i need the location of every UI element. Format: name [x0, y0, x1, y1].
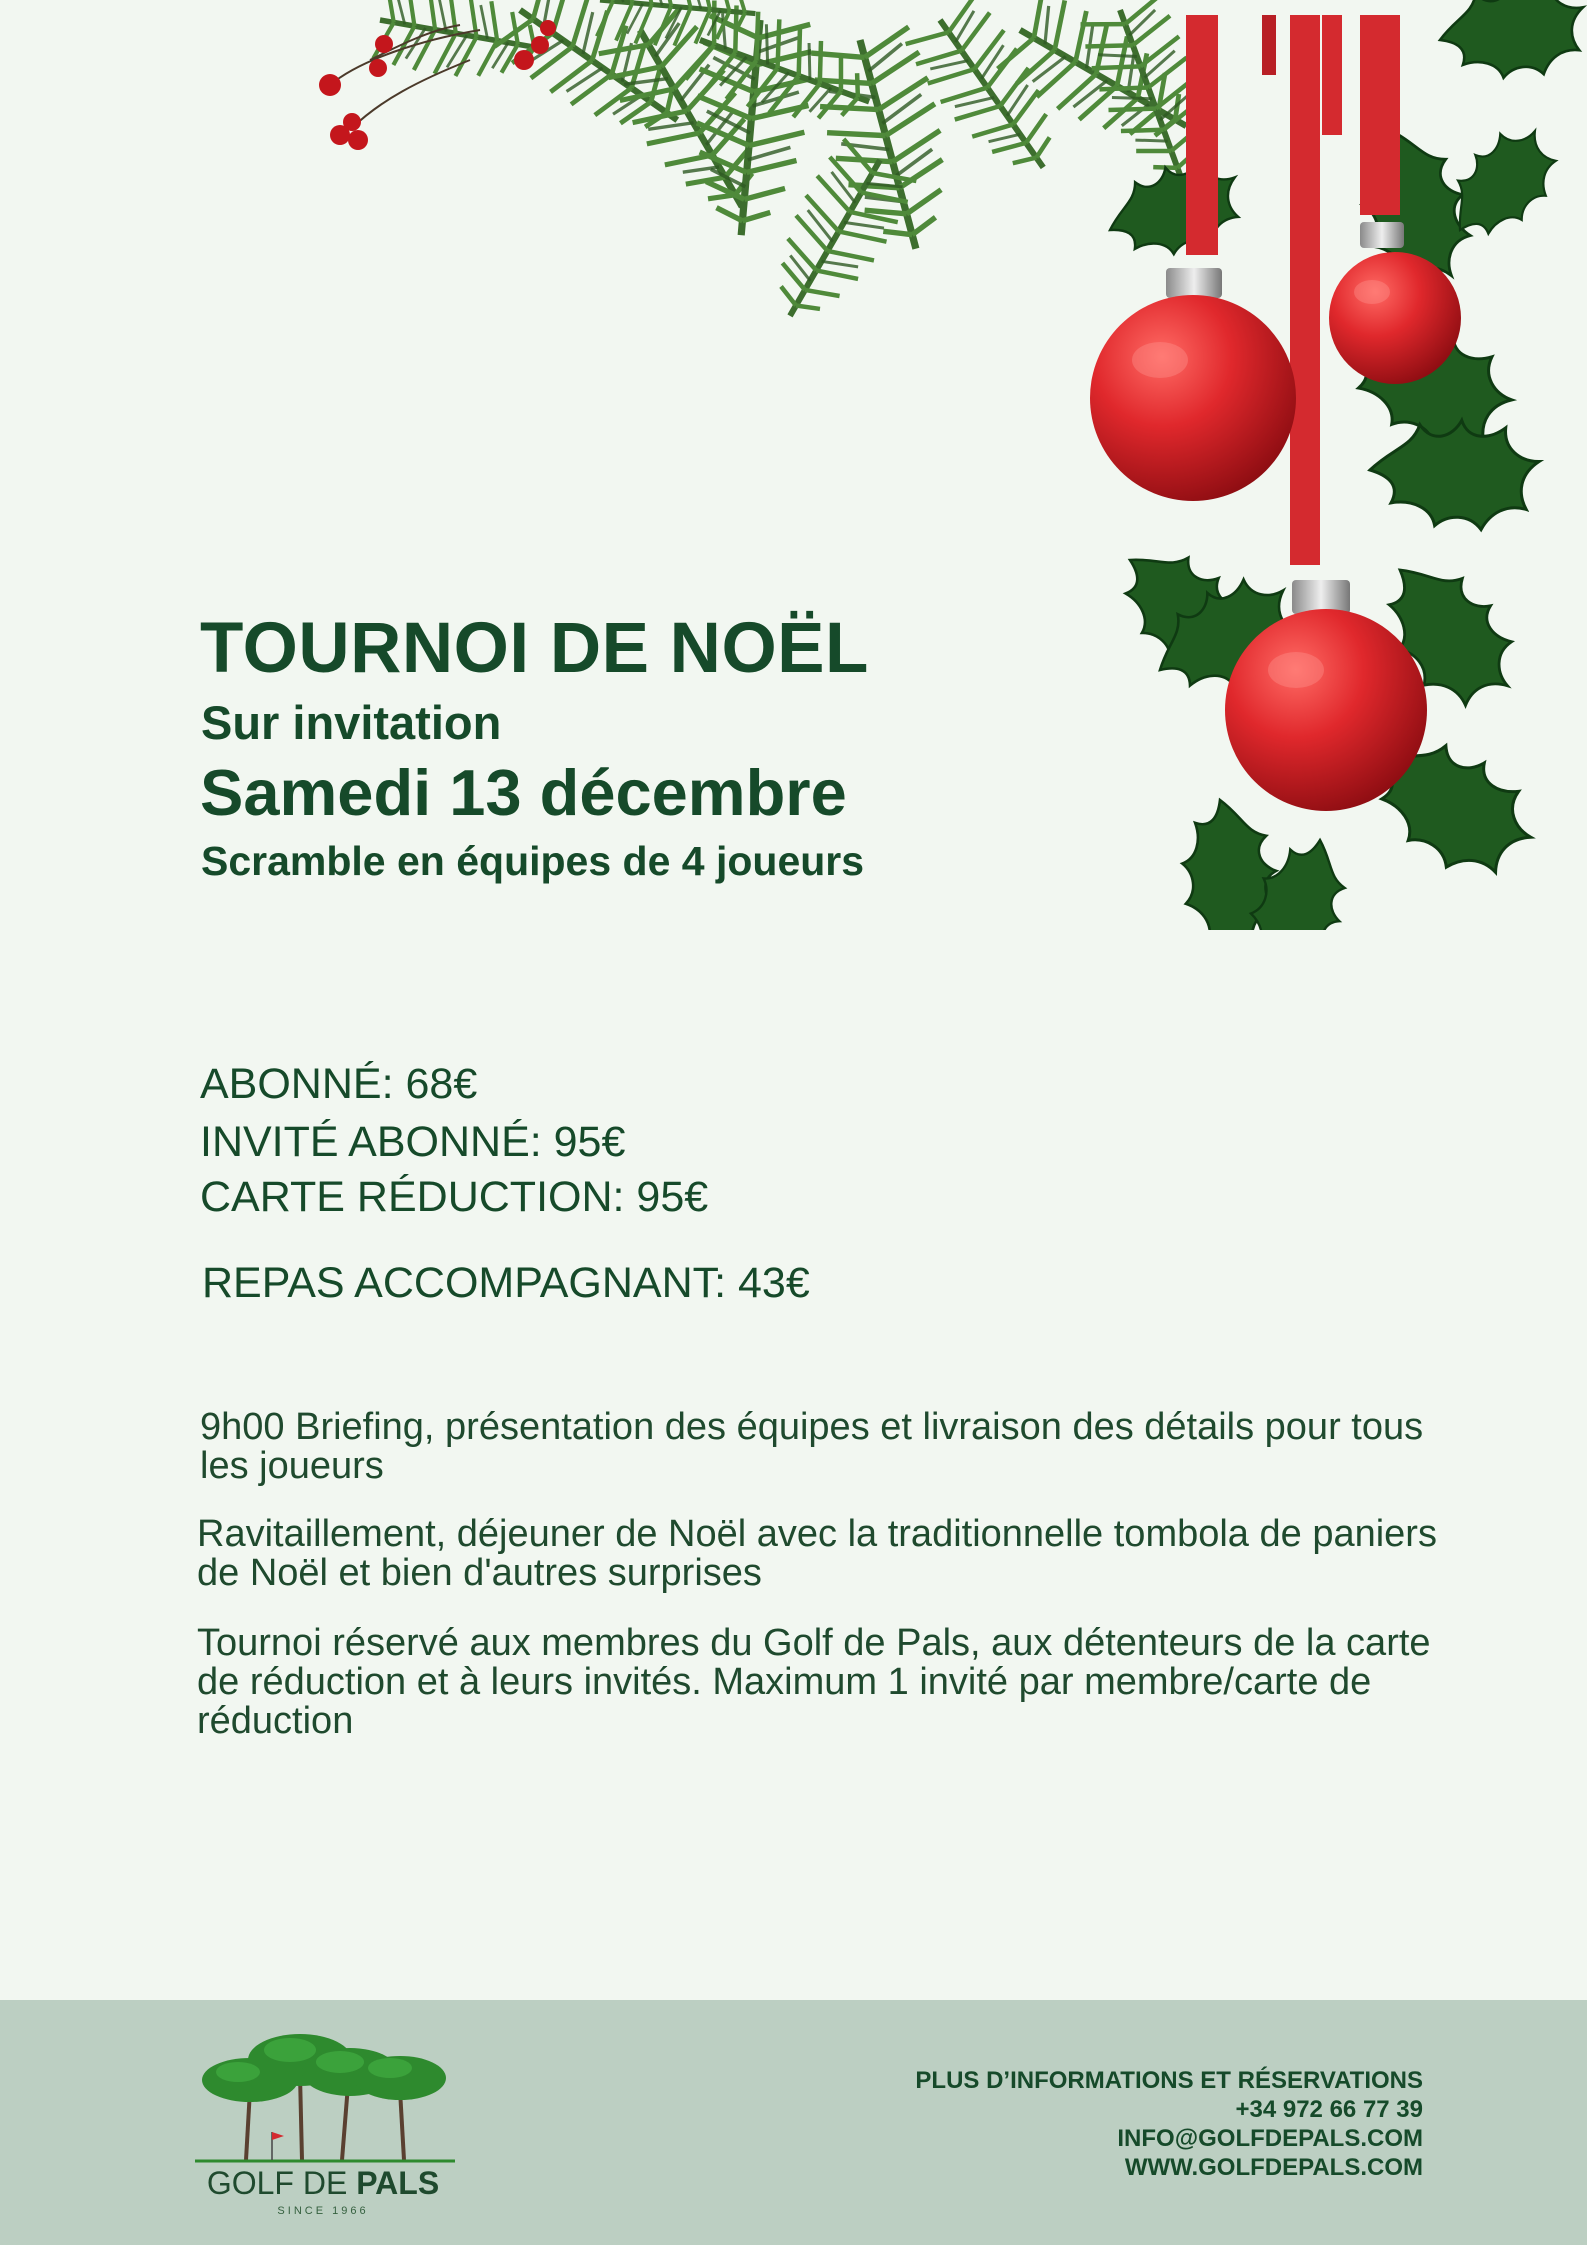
detail-lunch: Ravitaillement, déjeuner de Noël avec la traditionnelle tombola de paniers de Noël et bien d'autres surprises: [197, 1513, 1437, 1594]
logo-since: SINCE 1966: [277, 2205, 369, 2217]
berries-icon: [319, 20, 556, 150]
event-subtitle: Sur invitation: [201, 696, 502, 749]
event-date: Samedi 13 décembre: [200, 756, 847, 829]
baubles-icon: [1090, 222, 1461, 811]
contact-phone[interactable]: +34 972 66 77 39: [1235, 2096, 1423, 2123]
event-title: TOURNOI DE NOËL: [200, 609, 869, 688]
logo-name-part-1: GOLF DE: [206, 2165, 357, 2201]
price-companion-meal: REPAS ACCOMPAGNANT: 43€: [202, 1259, 810, 1307]
contact-block: [915, 2066, 1423, 2182]
detail-briefing: 9h00 Briefing, présentation des équipes et livraison des détails pour tous les joueurs: [200, 1406, 1424, 1487]
detail-eligibility: Tournoi réservé aux membres du Golf de Pals, aux détenteurs de la carte de réduction et à leurs invités. Maximum 1 invité par membre/carte de réduction: [197, 1622, 1431, 1742]
fir-branches-icon: [372, 0, 1225, 339]
logo-name: [193, 2165, 453, 2202]
contact-heading: PLUS D’INFORMATIONS ET RÉSERVATIONS: [915, 2067, 1423, 2094]
contact-website[interactable]: WWW.GOLFDEPALS.COM: [1124, 2154, 1423, 2181]
logo-name-part-2: PALS: [356, 2165, 440, 2201]
price-member-guest: INVITÉ ABONNÉ: 95€: [200, 1118, 626, 1166]
contact-email[interactable]: INFO@GOLFDEPALS.COM: [1117, 2125, 1423, 2152]
price-discount-card: CARTE RÉDUCTION: 95€: [200, 1173, 709, 1221]
event-format: Scramble en équipes de 4 joueurs: [201, 838, 865, 884]
price-member: ABONNÉ: 68€: [200, 1060, 478, 1108]
